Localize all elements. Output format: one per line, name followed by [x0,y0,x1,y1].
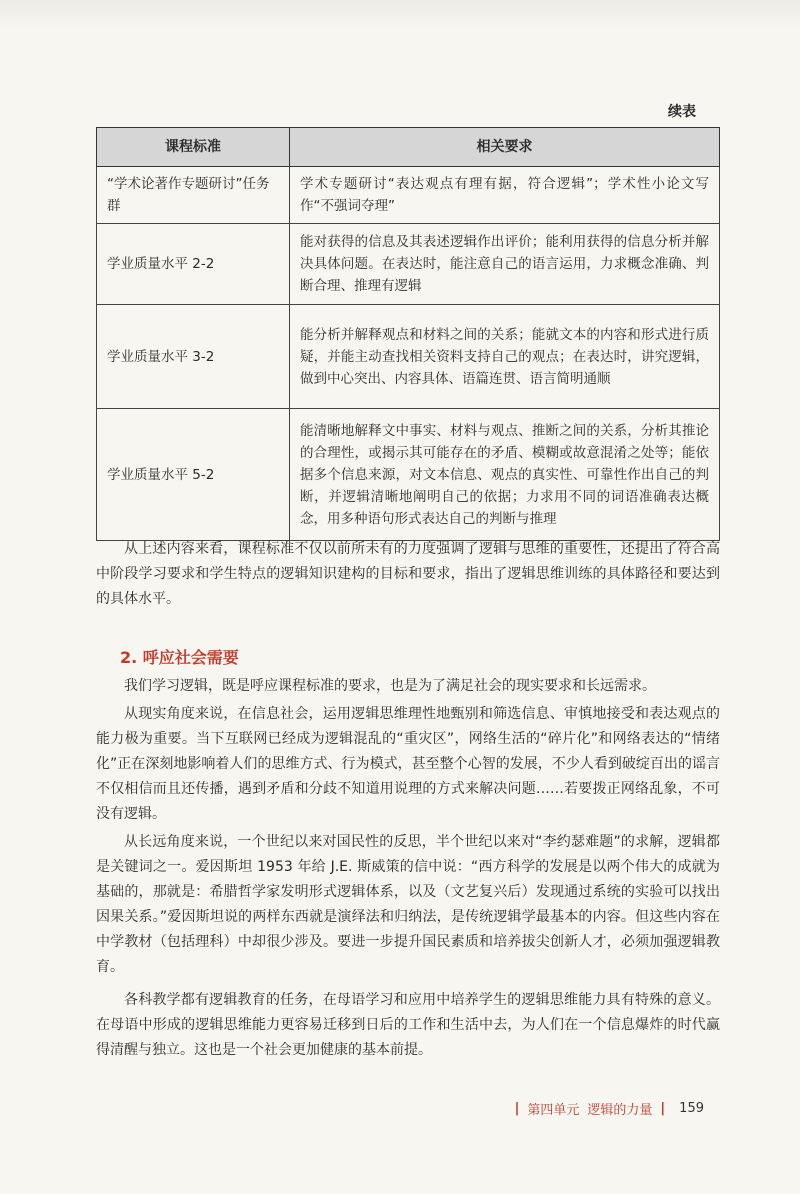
page-top-edge [0,0,800,30]
standard-cell: “学术论著作专题研讨”任务群 [97,167,290,224]
page-footer [515,1099,704,1118]
footer-separator-left: | [514,1101,520,1116]
paragraph-3: 从长远角度来说，一个世纪以来对国民性的反思，半个世纪以来对“李约瑟难题”的求解，逻辑都是关键词之一。爱因斯坦 1953 年给 J.E. 斯威策的信中说：“西方科学的发展是以两个伟大的成就为基础的，那就是：希腊哲学家发明形式逻辑体系，以及（文艺复兴后）发现通过系统的实验可以找出因果关系。”爱因斯坦说的两样东西就是演绎法和归纳法，是传统逻辑学最基本的内容。但这些内容在中学教材（包括理科）中却很少涉及。要进一步提升国民素质和培养拔尖创新人才，必须加强逻辑教育。 [96,834,720,975]
standard-cell: 学业质量水平 2-2 [97,224,290,305]
table-row [97,167,720,224]
curriculum-standards-table [96,127,720,541]
footer-separator-right: | [660,1101,666,1116]
paragraph-2: 从现实角度来说，在信息社会，运用逻辑思维理性地甄别和筛选信息、审慎地接受和表达观点的能力极为重要。当下互联网已经成为逻辑混乱的“重灾区”，网络生活的“碎片化”和网络表达的“情绪化”正在深刻地影响着人们的思维方式、行为模式，甚至整个心智的发展，不少人看到破绽百出的谣言不仅相信而且还传播，遇到矛盾和分歧不知道用说理的方式来解决问题……若要拨正网络乱象，不可没有逻辑。 [96,706,720,822]
table-row [97,305,720,409]
requirement-cell: 能清晰地解释文中事实、材料与观点、推断之间的关系，分析其推论的合理性，或揭示其可能存在的矛盾、模糊或故意混淆之处等；能依据多个信息来源，对文本信息、观点的真实性、可靠性作出自己的判断，并逻辑清晰地阐明自己的依据；力求用不同的词语准确表达概念，用多种语句形式表达自己的判断与推理 [290,409,720,541]
footer-unit-label: 第四单元 [527,1103,580,1118]
paragraph-1: 我们学习逻辑，既是呼应课程标准的要求，也是为了满足社会的现实要求和长远需求。 [124,678,656,694]
standard-cell: 学业质量水平 3-2 [97,305,290,409]
requirement-cell: 学术专题研讨“表达观点有理有据，符合逻辑”；学术性小论文写作“不强词夺理” [290,167,720,224]
section-title: 2. 呼应社会需要 [120,648,239,667]
summary-paragraph: 从上述内容来看，课程标准不仅以前所未有的力度强调了逻辑与思维的重要性，还提出了符合高中阶段学习要求和学生特点的逻辑知识建构的目标和要求，指出了逻辑思维训练的具体路径和要达到的具体水平。 [96,541,720,607]
header-standard: 课程标准 [97,128,290,167]
standard-cell: 学业质量水平 5-2 [97,409,290,541]
page-number: 159 [679,1101,704,1116]
header-requirement: 相关要求 [290,128,720,167]
requirement-cell: 能对获得的信息及其表述逻辑作出评价；能利用获得的信息分析并解决具体问题。在表达时，能注意自己的语言运用，力求概念准确、判断合理、推理有逻辑 [290,224,720,305]
paragraph-4: 各科教学都有逻辑教育的任务，在母语学习和应用中培养学生的逻辑思维能力具有特殊的意义。在母语中形成的逻辑思维能力更容易迁移到日后的工作和生活中去，为人们在一个信息爆炸的时代赢得清醒与独立。这也是一个社会更加健康的基本前提。 [96,992,720,1058]
table-row [97,224,720,305]
requirement-cell: 能分析并解释观点和材料之间的关系；能就文本的内容和形式进行质疑，并能主动查找相关资料支持自己的观点；在表达时，讲究逻辑，做到中心突出、内容具体、语篇连贯、语言简明通顺 [290,305,720,409]
footer-unit-title: 逻辑的力量 [587,1103,653,1118]
table-row [97,409,720,541]
continued-label: 续表 [668,104,696,120]
table-header-row [97,128,720,167]
